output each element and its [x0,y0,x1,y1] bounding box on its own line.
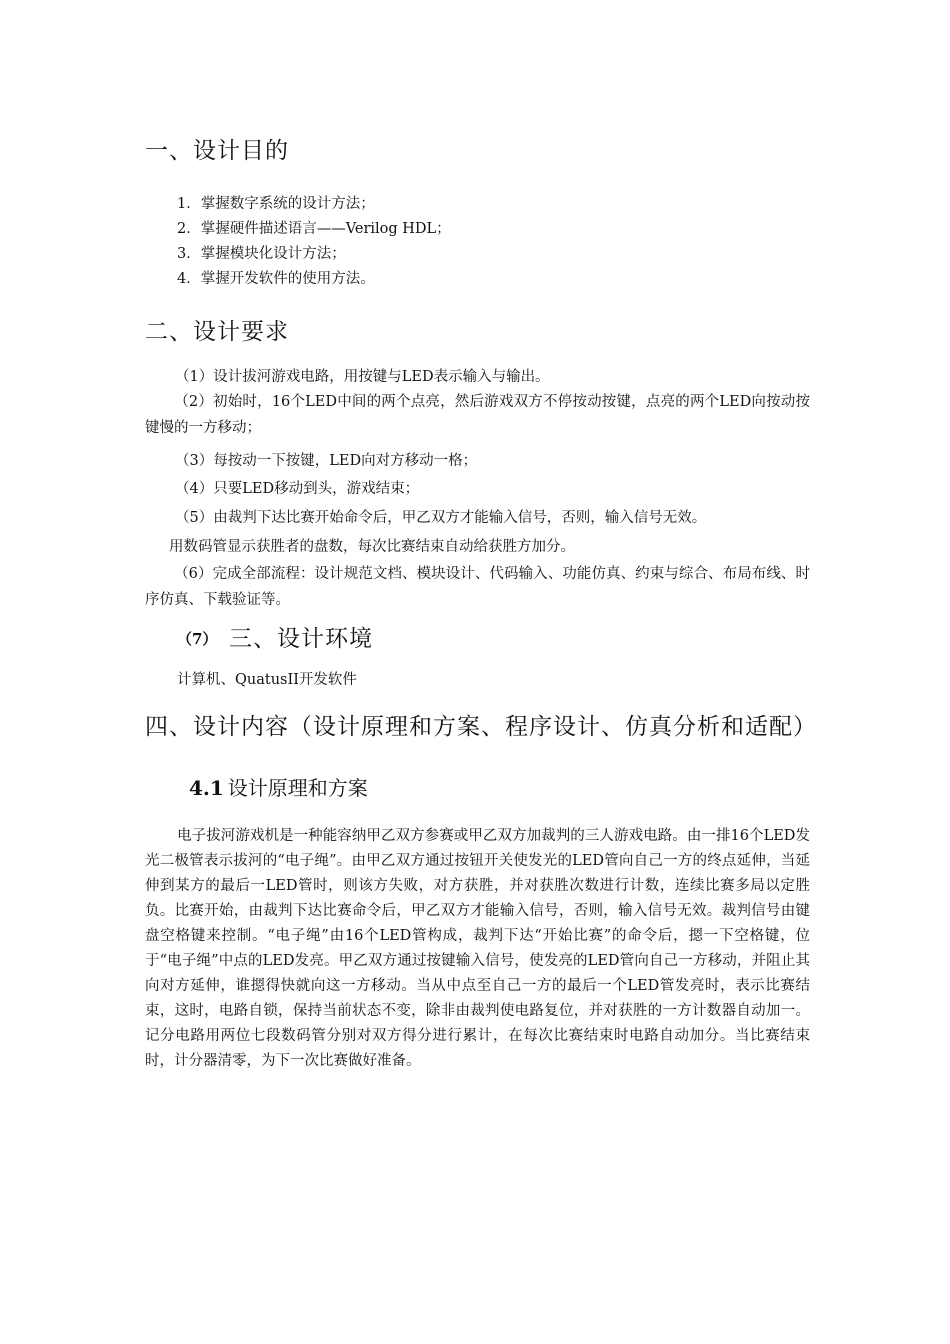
section-heading-content: 四、设计内容（设计原理和方案、程序设计、仿真分析和适配） [145,714,817,740]
list-item: 3．掌握模块化设计方法； [177,246,346,262]
requirement-5-continued: 用数码管显示获胜者的盘数，每次比赛结束自动给获胜方加分。 [169,539,575,555]
subsection-heading [189,772,368,801]
design-principle-paragraph [145,824,810,1074]
section-heading-requirements: 二、设计要求 [145,319,289,345]
section-heading-purpose: 一、设计目的 [145,138,289,164]
design-principle-text: 电子拔河游戏机是一种能容纳甲乙双方参赛或甲乙双方加裁判的三人游戏电路。由一排16个LED发光二极管表示拔河的“电子绳”。由甲乙双方通过按钮开关使发光的LED管向自己一方的终点延伸，当延伸到某方的最后一LED管时，则该方失败，对方获胜，并对获胜次数进行计数，连续比赛多局以定胜负。比赛开始，由裁判下达比赛命令后，甲乙双方才能输入信号，否则，输入信号无效。裁判信号由键盘空格键来控制。“电子绳”由16个LED管构成，裁判下达“开始比赛”的命令后，摁一下空格键，位于“电子绳”中点的LED发亮。甲乙双方通过按键输入信号，使发亮的LED管向自己一方移动，并阻止其向对方延伸，谁摁得快就向这一方移动。当从中点至自己一方的最后一个LED管发亮时，表示比赛结束，这时，电路自锁，保持当前状态不变，除非由裁判使电路复位，并对获胜的一方计数器自动加一。记分电路用两位七段数码管分别对双方得分进行累计，在每次比赛结束时电路自动加分。当比赛结束时，计分器清零，为下一次比赛做好准备。 [145,828,810,1069]
subsection-number: 4.1 [189,776,224,800]
requirement-5: （5）由裁判下达比赛开始命令后，甲乙双方才能输入信号，否则，输入信号无效。 [175,510,707,526]
list-item: 1．掌握数字系统的设计方法； [177,196,375,212]
requirement-7-prefix: （7） [177,630,218,648]
environment-text: 计算机、QuatusII开发软件 [177,672,357,688]
requirement-2 [145,389,810,441]
requirement-4: （4）只要LED移动到头，游戏结束； [175,481,420,497]
requirement-3: （3）每按动一下按键，LED向对方移动一格； [175,453,478,469]
list-item: 4．掌握开发软件的使用方法。 [177,271,375,287]
list-item: 2．掌握硬件描述语言——Verilog HDL； [177,221,451,237]
subsection-title: 设计原理和方案 [227,776,368,800]
section-heading-environment: 三、设计环境 [229,626,373,652]
requirement-6-text: （6）完成全部流程：设计规范文档、模块设计、代码输入、功能仿真、约束与综合、布局布线、时序仿真、下载验证等。 [145,566,810,608]
requirement-2-text: （2）初始时，16个LED中间的两个点亮，然后游戏双方不停按动按键，点亮的两个LED向按动按键慢的一方移动； [145,394,810,436]
requirement-6 [145,561,810,613]
requirement-1: （1）设计拔河游戏电路，用按键与LED表示输入与输出。 [175,369,550,385]
